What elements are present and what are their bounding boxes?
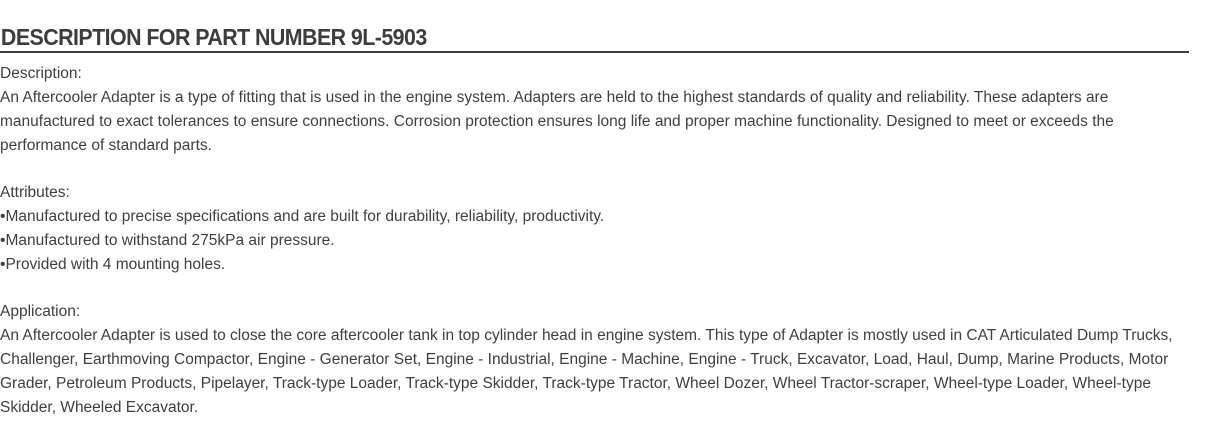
description-label: Description: [0,65,82,82]
application-section [0,300,1190,420]
application-text: An Aftercooler Adapter is used to close the core aftercooler tank in top cylinder head in engine system. This type of Adapter is mostly used in CAT Articulated Dump Trucks, Challenger, Earthmoving Compactor, Engine - Generator Set, Engine - Industrial, Engine - Machine, Engine - Truck, Excavator, Load, Haul, Dump, Marine Products, Motor Grader, Petroleum Products, Pipelayer, Track-type Loader, Track-type Skidder, Track-type Tractor, Wheel Dozer, Wheel Tractor-scraper, Wheel-type Loader, Wheel-type Skidder, Wheeled Excavator. [0,327,1173,416]
application-label: Application: [0,303,81,320]
attribute-item: • Manufactured to precise specifications and are built for durability, reliability, productivity. [0,205,1190,229]
attribute-item: • Manufactured to withstand 275kPa air pressure. [0,229,1190,253]
attributes-label: Attributes: [0,184,70,201]
attribute-item: • Provided with 4 mounting holes. [0,253,1190,277]
description-section [0,62,1190,158]
attributes-section [0,181,1190,277]
description-text: An Aftercooler Adapter is a type of fitting that is used in the engine system. Adapters are held to the highest standards of quality and reliability. These adapters are manufactured to exact tolerances to ensure connections. Corrosion protection ensures long life and proper machine functionality. Designed to meet or exceeds the performance of standard parts. [0,89,1114,154]
page-title: DESCRIPTION FOR PART NUMBER 9L-5903 [0,24,427,50]
attributes-list [0,205,1190,277]
